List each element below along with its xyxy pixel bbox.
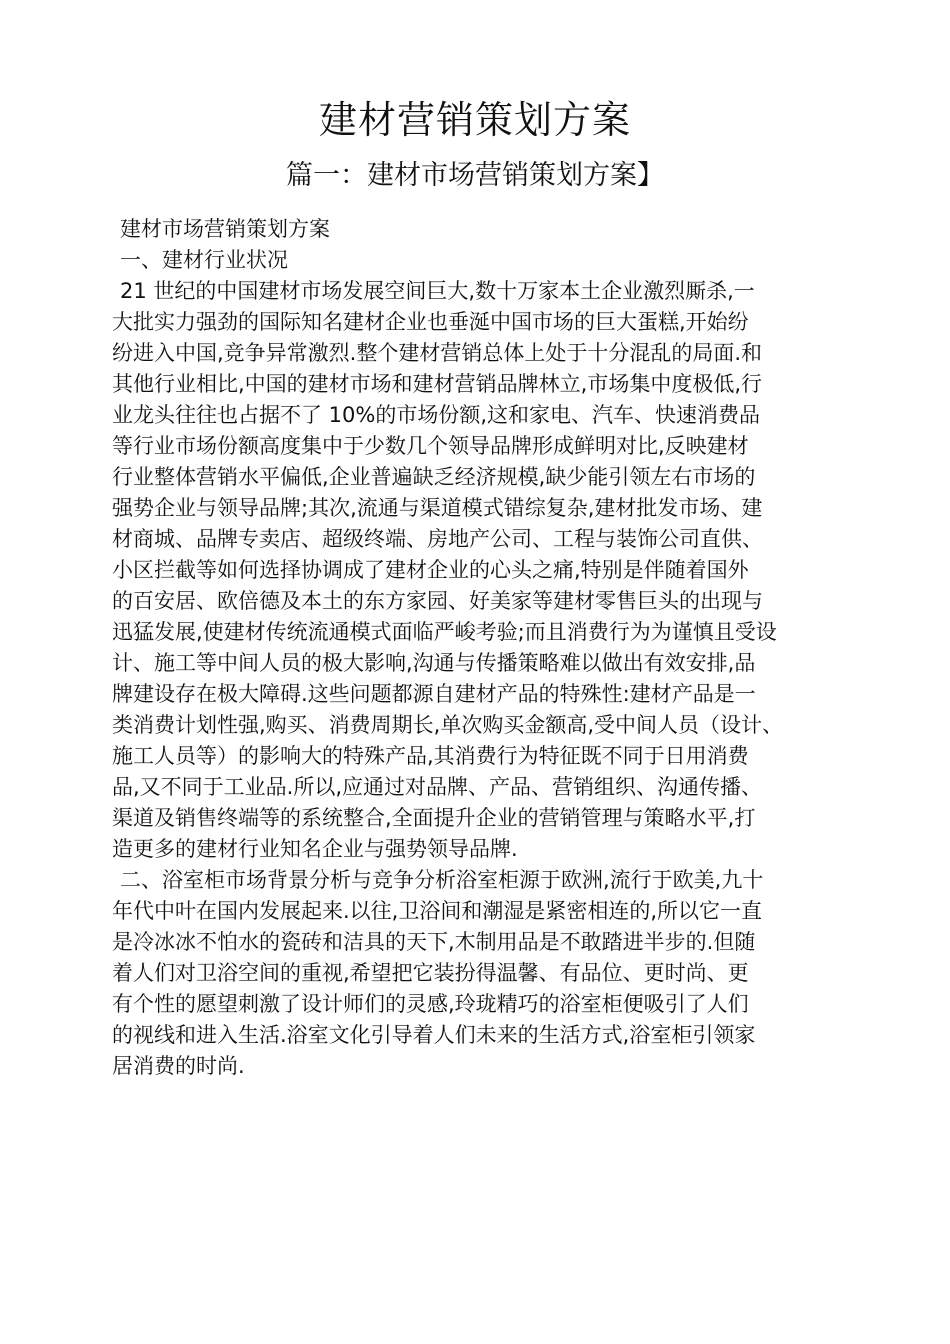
text-line: 材商城、品牌专卖店、超级终端、房地产公司、工程与装饰公司直供、 <box>112 527 763 551</box>
text-line: 纷进入中国,竞争异常激烈.整个建材营销总体上处于十分混乱的局面.和 <box>112 341 763 365</box>
text-line: 有个性的愿望刺激了设计师们的灵感,玲珑精巧的浴室柜便吸引了人们 <box>112 992 749 1016</box>
text-line: 牌建设存在极大障碍.这些问题都源自建材产品的特殊性:建材产品是一 <box>112 682 756 706</box>
text-line: 居消费的时尚. <box>112 1054 245 1078</box>
text-line: 的百安居、欧倍德及本土的东方家园、好美家等建材零售巨头的出现与 <box>112 589 763 613</box>
text-line: 是冷冰冰不怕水的瓷砖和洁具的天下,木制用品是不敢踏进半步的.但随 <box>112 930 756 954</box>
text-line: 施工人员等）的影响大的特殊产品,其消费行为特征既不同于日用消费 <box>112 744 749 768</box>
document-title: 建材营销策划方案 <box>318 98 631 142</box>
document-subtitle: 篇一：建材市场营销策划方案】 <box>286 160 664 191</box>
document-body <box>112 214 857 1082</box>
text-line: 着人们对卫浴空间的重视,希望把它装扮得温馨、有品位、更时尚、更 <box>112 961 749 985</box>
text-line: 渠道及销售终端等的系统整合,全面提升企业的营销管理与策略水平,打 <box>112 806 756 830</box>
text-line: 业龙头往往也占据不了 10%的市场份额,这和家电、汽车、快速消费品 <box>112 403 761 427</box>
text-line: 的视线和进入生活.浴室文化引导着人们未来的生活方式,浴室柜引领家 <box>112 1023 756 1047</box>
text-line: 行业整体营销水平偏低,企业普遍缺乏经济规模,缺少能引领左右市场的 <box>112 465 756 489</box>
text-line: 品,又不同于工业品.所以,应通过对品牌、产品、营销组织、沟通传播、 <box>112 775 763 799</box>
text-line: 21 世纪的中国建材市场发展空间巨大,数十万家本土企业激烈厮杀,一 <box>120 279 755 303</box>
text-line: 建材市场营销策划方案 <box>120 217 330 241</box>
text-line: 年代中叶在国内发展起来.以往,卫浴间和潮湿是紧密相连的,所以它一直 <box>112 899 763 923</box>
section-heading: 二、浴室柜市场背景分析与竞争分析浴室柜源于欧洲,流行于欧美,九十 <box>120 868 764 892</box>
text-line: 造更多的建材行业知名企业与强势领导品牌. <box>112 837 518 861</box>
section-heading: 一、建材行业状况 <box>120 248 288 272</box>
text-line: 类消费计划性强,购买、消费周期长,单次购买金额高,受中间人员（设计、 <box>112 713 784 737</box>
text-line: 计、施工等中间人员的极大影响,沟通与传播策略难以做出有效安排,品 <box>112 651 756 675</box>
text-line: 大批实力强劲的国际知名建材企业也垂涎中国市场的巨大蛋糕,开始纷 <box>112 310 749 334</box>
text-line: 强势企业与领导品牌;其次,流通与渠道模式错综复杂,建材批发市场、建 <box>112 496 763 520</box>
text-line: 等行业市场份额高度集中于少数几个领导品牌形成鲜明对比,反映建材 <box>112 434 749 458</box>
text-line: 小区拦截等如何选择协调成了建材企业的心头之痛,特别是伴随着国外 <box>112 558 749 582</box>
text-line: 迅猛发展,使建材传统流通模式面临严峻考验;而且消费行为为谨慎且受设 <box>112 620 777 644</box>
text-line: 其他行业相比,中国的建材市场和建材营销品牌林立,市场集中度极低,行 <box>112 372 763 396</box>
